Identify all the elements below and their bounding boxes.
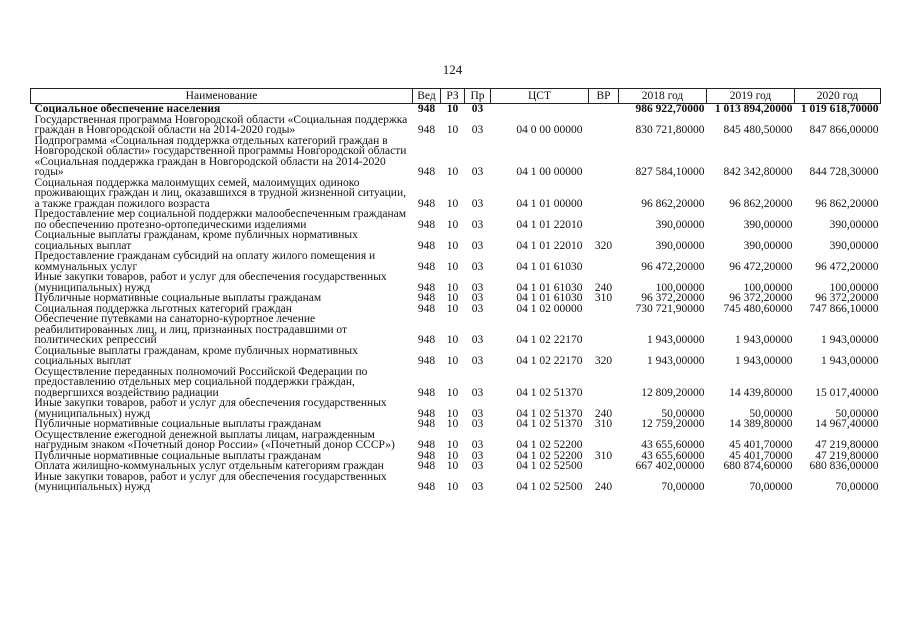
cell-y2020: 747 866,10000 <box>809 302 879 315</box>
cell-pr: 03 <box>471 439 484 451</box>
cell-y2020: 15 017,40000 <box>815 386 879 399</box>
cell-vr: 240 <box>594 481 613 493</box>
cell-cst: 04 1 02 22170 <box>516 355 583 367</box>
cell-y2019: 50,00000 <box>749 407 793 420</box>
cell-y2020: 47 219,80000 <box>815 439 879 451</box>
cell-ved: 948 <box>417 239 436 252</box>
cell-ved: 948 <box>417 407 436 420</box>
cell-pr: 03 <box>471 197 484 210</box>
cell-cst: 04 1 02 51370 <box>516 386 583 399</box>
cell-y2019: 70,00000 <box>749 481 793 493</box>
cell-rz: 10 <box>446 197 459 210</box>
cell-cst: 04 1 02 52200 <box>516 449 583 462</box>
cell-ved: 948 <box>417 386 436 399</box>
cell-vr <box>589 314 619 346</box>
cell-rz: 10 <box>446 166 459 178</box>
cell-rz: 10 <box>446 334 459 346</box>
cell-name: Иные закупки товаров, работ и услуг для обеспечения государственных (муниципальных) нужд <box>34 397 387 420</box>
cell-cst: 04 1 01 00000 <box>516 197 583 210</box>
header-ved: Вед <box>413 89 441 104</box>
cell-vr <box>589 251 619 272</box>
table-row <box>31 367 881 399</box>
cell-ved: 948 <box>417 481 436 493</box>
cell-y2020: 1 943,00000 <box>821 334 879 346</box>
cell-vr <box>589 136 619 178</box>
cell-ved: 948 <box>417 302 436 315</box>
cell-y2018: 390,00000 <box>655 239 705 252</box>
cell-vr: 320 <box>594 355 613 367</box>
cell-name: Осуществление переданных полномочий Российской Федерации по предоставлению отдельных мер социальной поддержки граждан, подвергшихся воздействию радиации <box>34 365 368 399</box>
cell-y2019: 96 862,20000 <box>729 197 793 210</box>
cell-pr: 03 <box>471 260 484 273</box>
table-row <box>31 209 881 230</box>
cell-rz: 10 <box>446 103 459 115</box>
header-pr: Пр <box>465 89 491 104</box>
cell-y2018: 1 943,00000 <box>647 355 705 367</box>
cell-y2018: 96 862,20000 <box>641 197 705 210</box>
table-row <box>31 430 881 451</box>
cell-y2019: 1 013 894,20000 <box>714 103 793 115</box>
cell-rz: 10 <box>446 460 459 472</box>
cell-pr: 03 <box>471 481 484 493</box>
cell-pr: 03 <box>471 386 484 399</box>
cell-y2019: 14 439,80000 <box>729 386 793 399</box>
header-2018: 2018 год <box>619 89 707 104</box>
cell-y2019: 842 342,80000 <box>723 166 793 178</box>
header-rz: РЗ <box>441 89 465 104</box>
page-number: 124 <box>442 62 463 77</box>
cell-ved: 948 <box>417 460 436 472</box>
cell-y2020: 47 219,80000 <box>815 449 879 462</box>
cell-y2019: 745 480,60000 <box>723 302 793 315</box>
cell-vr <box>589 115 619 136</box>
cell-y2018: 390,00000 <box>655 218 705 231</box>
cell-ved: 948 <box>417 124 436 136</box>
cell-rz: 10 <box>446 449 459 462</box>
cell-rz: 10 <box>446 292 459 304</box>
cell-cst: 04 1 01 61030 <box>516 260 583 273</box>
cell-name: Публичные нормативные социальные выплаты гражданам <box>34 449 322 462</box>
cell-vr <box>589 461 619 472</box>
cell-rz: 10 <box>446 302 459 315</box>
cell-cst: 04 0 00 00000 <box>516 124 583 136</box>
cell-y2018: 830 721,80000 <box>635 124 705 136</box>
budget-table <box>30 88 881 493</box>
cell-y2019: 14 389,80000 <box>729 418 793 430</box>
cell-rz: 10 <box>446 218 459 231</box>
cell-name: Социальная поддержка малоимущих семей, малоимущих одиноко проживающих граждан и лиц, оказавшихся в трудной жизненной ситуации, а также граждан пожилого возраста <box>34 176 406 210</box>
cell-y2018: 12 809,20000 <box>641 386 705 399</box>
table-row <box>31 472 881 493</box>
cell-y2020: 847 866,00000 <box>809 124 879 136</box>
cell-ved: 948 <box>417 355 436 367</box>
cell-pr: 03 <box>471 281 484 294</box>
cell-y2018: 43 655,60000 <box>641 449 705 462</box>
cell-y2020: 844 728,30000 <box>809 166 879 178</box>
cell-pr: 03 <box>471 103 484 115</box>
cell-pr: 03 <box>471 166 484 178</box>
cell-ved: 948 <box>417 260 436 273</box>
cell-vr: 240 <box>594 407 613 420</box>
cell-name: Социальная поддержка льготных категорий граждан <box>34 302 292 315</box>
table-row <box>31 346 881 367</box>
header-2019: 2019 год <box>707 89 795 104</box>
cell-rz: 10 <box>446 281 459 294</box>
cell-cst: 04 1 00 00000 <box>516 166 583 178</box>
cell-vr <box>589 209 619 230</box>
cell-pr: 03 <box>471 418 484 430</box>
cell-pr: 03 <box>471 355 484 367</box>
cell-y2020: 390,00000 <box>829 239 879 252</box>
cell-cst <box>491 104 589 115</box>
cell-name: Осуществление ежегодной денежной выплаты лицам, награжденным нагрудным знаком «Почетный донор России» («Почетный донор СССР») <box>34 428 395 451</box>
cell-cst: 04 1 01 61030 <box>516 292 583 304</box>
cell-y2018: 986 922,70000 <box>635 103 705 115</box>
cell-y2019: 390,00000 <box>743 239 793 252</box>
table-row <box>31 293 881 304</box>
cell-vr: 310 <box>594 418 613 430</box>
cell-name: Обеспечение путевками на санаторно-курортное лечение реабилитированных лиц, и лиц, признанных пострадавшими от политических репрессий <box>34 313 348 346</box>
cell-y2019: 1 943,00000 <box>735 334 793 346</box>
table-row <box>31 230 881 251</box>
cell-y2020: 14 967,40000 <box>815 418 879 430</box>
table-body <box>31 104 881 493</box>
cell-y2020: 390,00000 <box>829 218 879 231</box>
cell-name: Предоставление мер социальной поддержки малообеспеченным гражданам по обеспечению протезно-ортопедическими изделиями <box>34 208 407 231</box>
cell-y2018: 96 372,20000 <box>641 292 705 304</box>
cell-name: Предоставление гражданам субсидий на оплату жилого помещения и коммунальных услуг <box>34 250 376 273</box>
cell-cst: 04 1 02 00000 <box>516 302 583 315</box>
table-row <box>31 314 881 346</box>
cell-y2018: 12 759,20000 <box>641 418 705 430</box>
cell-rz: 10 <box>446 355 459 367</box>
cell-vr: 240 <box>594 281 613 294</box>
cell-cst: 04 1 02 51370 <box>516 407 583 420</box>
cell-y2020: 96 862,20000 <box>815 197 879 210</box>
cell-cst: 04 1 01 61030 <box>516 281 583 294</box>
cell-ved: 948 <box>417 281 436 294</box>
cell-pr: 03 <box>471 460 484 472</box>
table-row <box>31 398 881 419</box>
cell-y2020: 100,00000 <box>829 281 879 294</box>
cell-pr: 03 <box>471 302 484 315</box>
cell-cst: 04 1 01 22010 <box>516 239 583 252</box>
cell-ved: 948 <box>417 449 436 462</box>
cell-vr: 320 <box>594 239 613 252</box>
header-2020: 2020 год <box>795 89 881 104</box>
cell-ved: 948 <box>417 197 436 210</box>
cell-pr: 03 <box>471 218 484 231</box>
cell-y2019: 96 472,20000 <box>729 260 793 273</box>
cell-name: Оплата жилищно-коммунальных услуг отдельным категориям граждан <box>34 460 384 472</box>
cell-y2020: 70,00000 <box>835 481 879 493</box>
cell-rz: 10 <box>446 439 459 451</box>
header-vr: ВР <box>589 89 619 104</box>
table-row <box>31 419 881 430</box>
cell-name: Социальное обеспечение населения <box>34 103 221 115</box>
cell-vr: 310 <box>594 292 613 304</box>
cell-y2020: 50,00000 <box>835 407 879 420</box>
cell-pr: 03 <box>471 449 484 462</box>
cell-ved: 948 <box>417 334 436 346</box>
cell-ved: 948 <box>417 439 436 451</box>
cell-y2018: 70,00000 <box>661 481 705 493</box>
cell-y2018: 50,00000 <box>661 407 705 420</box>
cell-vr <box>589 430 619 451</box>
cell-vr <box>589 178 619 210</box>
cell-cst: 04 1 02 52200 <box>516 439 583 451</box>
cell-cst: 04 1 01 22010 <box>516 218 583 231</box>
cell-y2018: 100,00000 <box>655 281 705 294</box>
cell-y2018: 667 402,00000 <box>635 460 705 472</box>
table-row <box>31 461 881 472</box>
table-row <box>31 272 881 293</box>
cell-y2018: 1 943,00000 <box>647 334 705 346</box>
cell-cst: 04 1 02 52500 <box>516 460 583 472</box>
cell-vr <box>589 304 619 315</box>
cell-pr: 03 <box>471 124 484 136</box>
table-row <box>31 251 881 272</box>
cell-rz: 10 <box>446 407 459 420</box>
cell-y2019: 45 401,70000 <box>729 449 793 462</box>
cell-name: Иные закупки товаров, работ и услуг для обеспечения государственных (муниципальных) нужд <box>34 470 387 493</box>
cell-name: Государственная программа Новгородской области «Социальная поддержка граждан в Новгородской области на 2014-2020 годы» <box>34 113 408 136</box>
table-row <box>31 178 881 210</box>
cell-rz: 10 <box>446 386 459 399</box>
cell-pr: 03 <box>471 334 484 346</box>
cell-vr: 310 <box>594 449 613 462</box>
cell-y2018: 827 584,10000 <box>635 166 705 178</box>
cell-ved: 948 <box>417 292 436 304</box>
table-row <box>31 104 881 115</box>
cell-rz: 10 <box>446 124 459 136</box>
cell-pr: 03 <box>471 239 484 252</box>
cell-name: Подпрограмма «Социальная поддержка отдельных категорий граждан в Новгородской области» государственной программы Новгородской области «Социальная поддержка граждан в Новгородской области на 2014-2020 годы» <box>34 134 407 178</box>
cell-y2019: 1 943,00000 <box>735 355 793 367</box>
cell-y2019: 96 372,20000 <box>729 292 793 304</box>
cell-y2019: 680 874,60000 <box>723 460 793 472</box>
cell-y2020: 1 943,00000 <box>821 355 879 367</box>
cell-y2018: 43 655,60000 <box>641 439 705 451</box>
cell-name: Публичные нормативные социальные выплаты гражданам <box>34 418 322 430</box>
cell-ved: 948 <box>417 418 436 430</box>
cell-name: Публичные нормативные социальные выплаты гражданам <box>34 292 322 304</box>
table-row <box>31 115 881 136</box>
cell-y2020: 680 836,00000 <box>809 460 879 472</box>
cell-vr <box>589 104 619 115</box>
cell-y2020: 96 472,20000 <box>815 260 879 273</box>
cell-pr: 03 <box>471 407 484 420</box>
cell-cst: 04 1 02 22170 <box>516 334 583 346</box>
cell-name: Социальные выплаты гражданам, кроме публичных нормативных социальных выплат <box>34 229 358 252</box>
cell-y2018: 730 721,90000 <box>635 302 705 315</box>
cell-name: Иные закупки товаров, работ и услуг для обеспечения государственных (муниципальных) нужд <box>34 271 387 294</box>
cell-y2020: 1 019 618,70000 <box>800 103 879 115</box>
table-row <box>31 136 881 178</box>
cell-rz: 10 <box>446 260 459 273</box>
header-cst: ЦСТ <box>491 89 589 104</box>
cell-ved: 948 <box>417 166 436 178</box>
cell-rz: 10 <box>446 239 459 252</box>
cell-y2019: 845 480,50000 <box>723 124 793 136</box>
cell-rz: 10 <box>446 418 459 430</box>
cell-rz: 10 <box>446 481 459 493</box>
cell-vr <box>589 367 619 399</box>
cell-y2018: 96 472,20000 <box>641 260 705 273</box>
cell-ved: 948 <box>417 103 436 115</box>
cell-cst: 04 1 02 51370 <box>516 418 583 430</box>
cell-cst: 04 1 02 52500 <box>516 481 583 493</box>
cell-y2019: 390,00000 <box>743 218 793 231</box>
cell-pr: 03 <box>471 292 484 304</box>
header-name: Наименование <box>31 89 413 104</box>
cell-y2019: 100,00000 <box>743 281 793 294</box>
cell-name: Социальные выплаты гражданам, кроме публичных нормативных социальных выплат <box>34 344 358 367</box>
table-header-row <box>31 89 881 104</box>
cell-y2019: 45 401,70000 <box>729 439 793 451</box>
cell-ved: 948 <box>417 218 436 231</box>
cell-y2020: 96 372,20000 <box>815 292 879 304</box>
